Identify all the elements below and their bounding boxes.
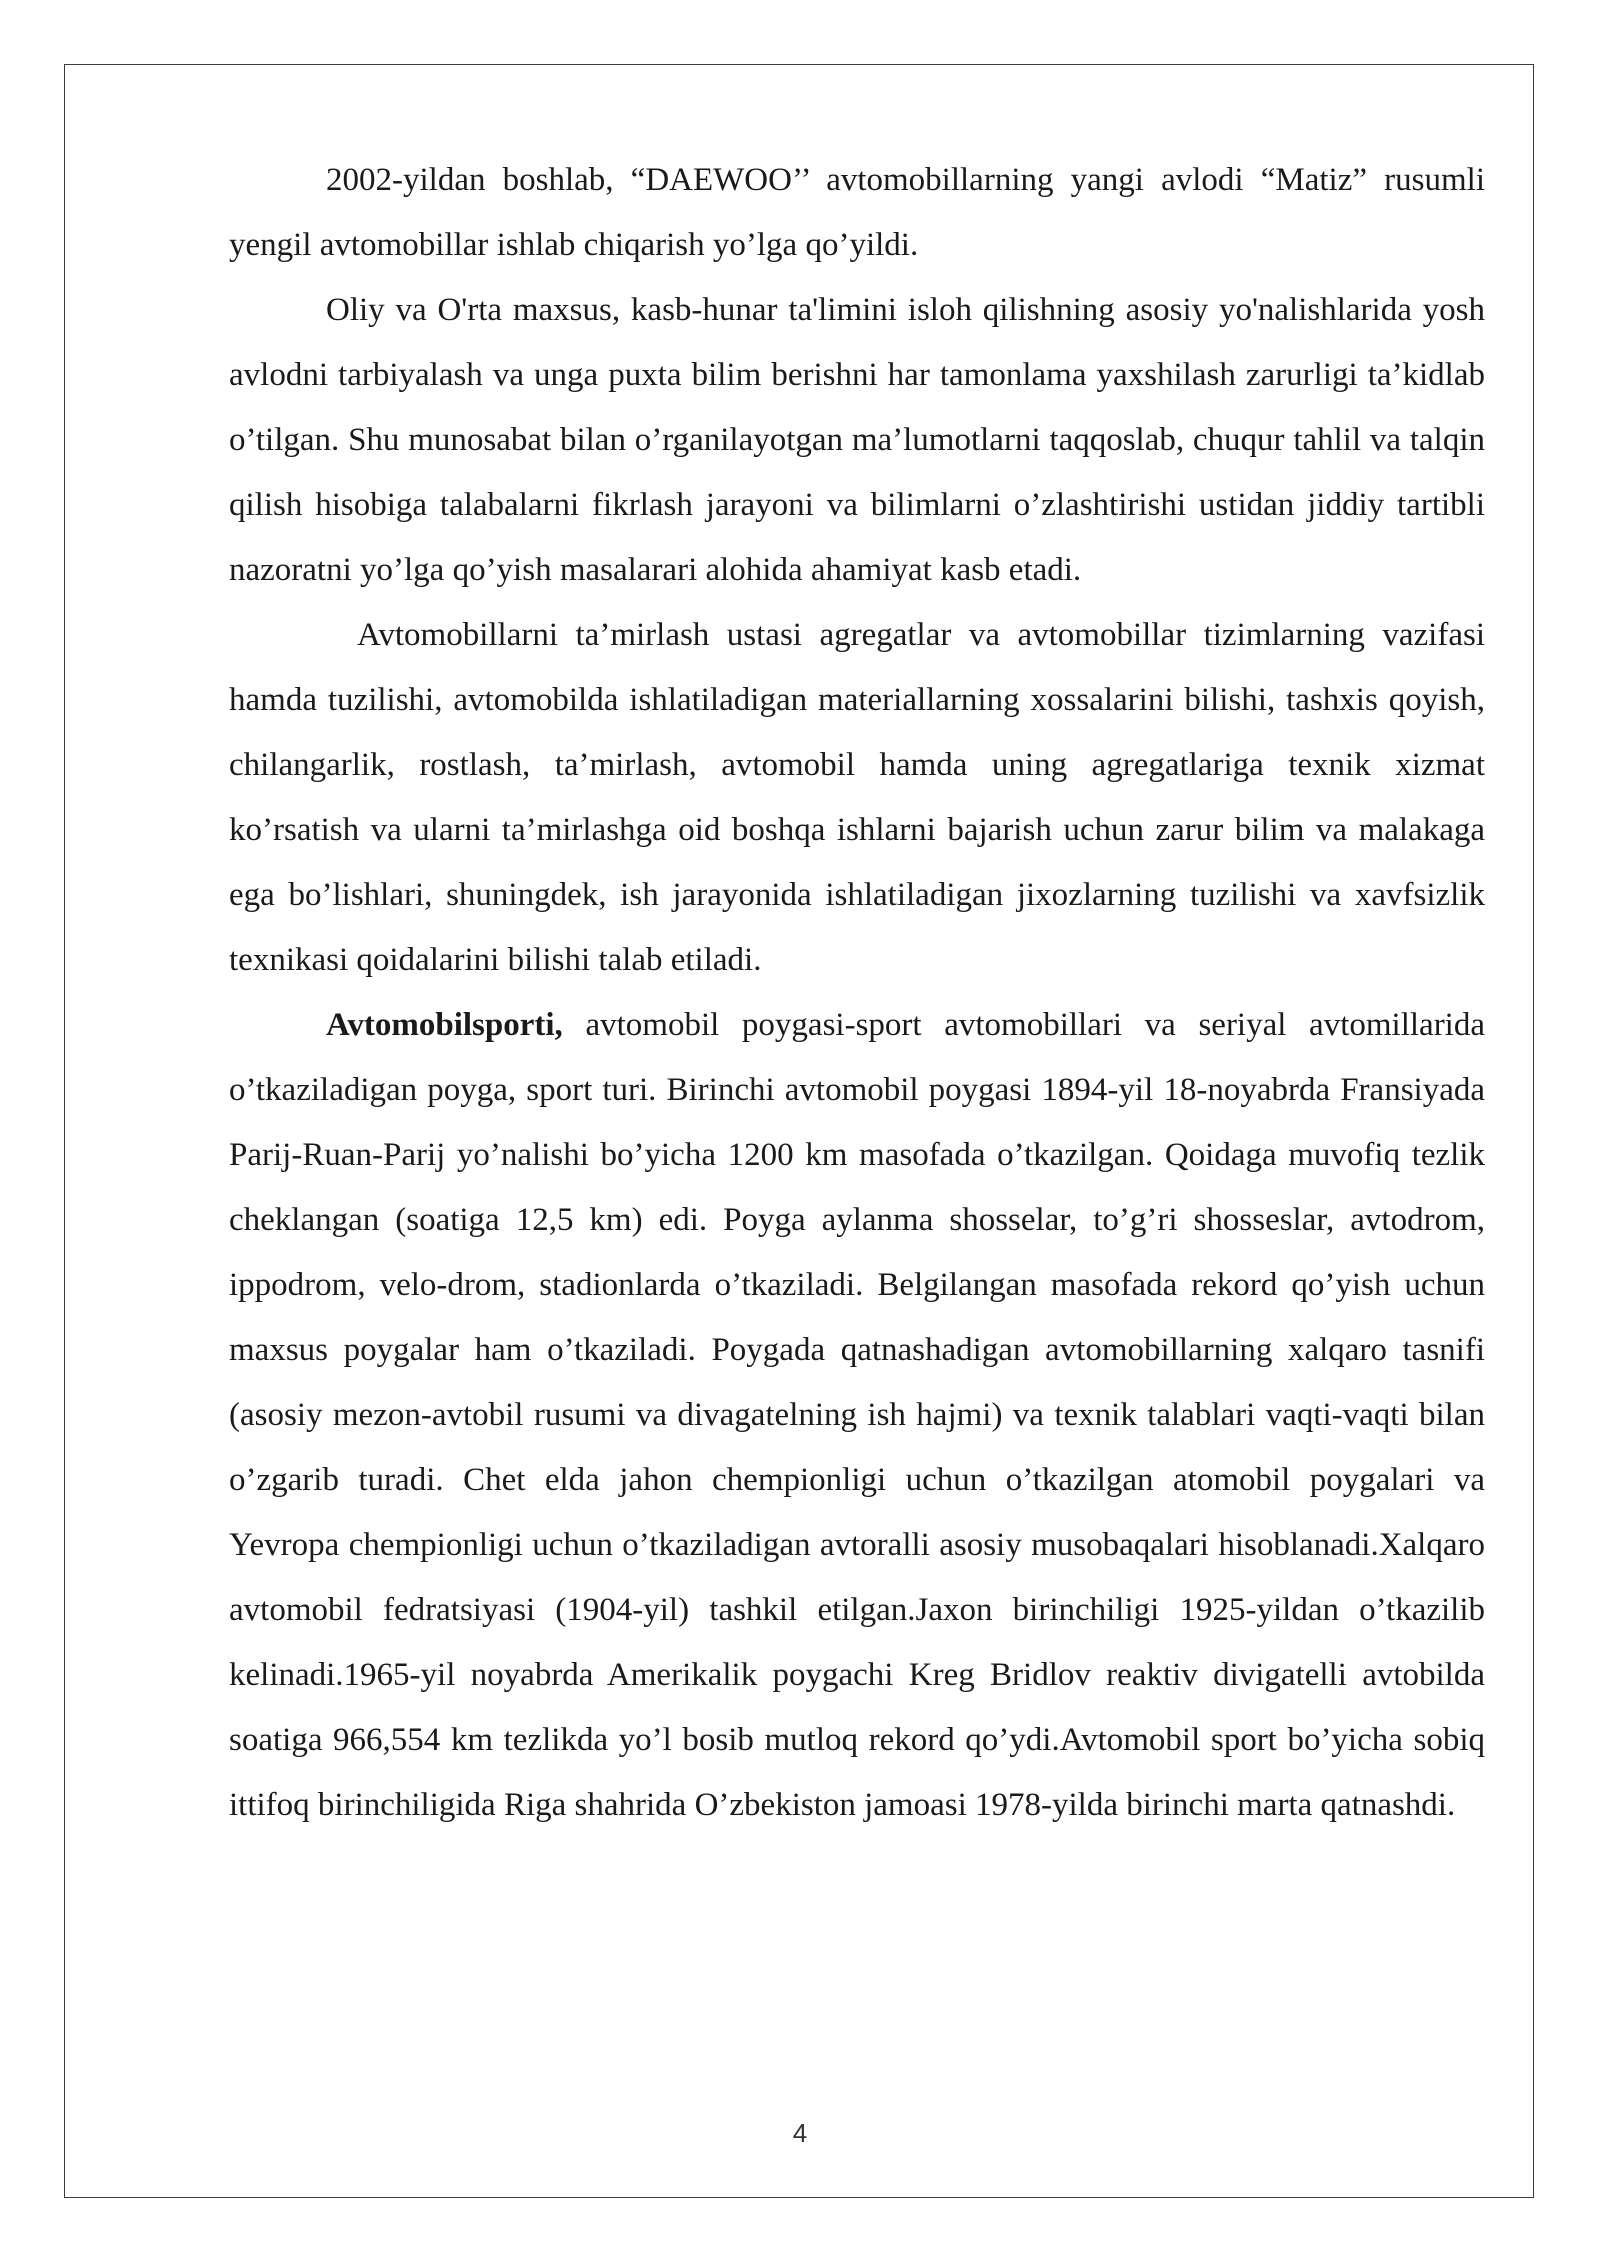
- motorsport-term: Avtomobilsporti,: [326, 1007, 563, 1043]
- document-body: [229, 148, 1485, 1838]
- motorsport-description: avtomobil poygasi-sport avtomobillari va seriyal avtomillarida o’tkaziladigan poyga, sport turi. Birinchi avtomobil poygasi 1894-yil 18-noyabrda Fransiyada Parij-Ruan-Parij yo’nalishi bo’yicha 1200 km masofada o’tkazilgan. Qoidaga muvofiq tezlik cheklangan (soatiga 12,5 km) edi. Poyga aylanma shosselar, to’g’ri shosseslar, avtodrom, ippodrom, velo-drom, stadionlarda o’tkaziladi. Belgilangan masofada rekord qo’yish uchun maxsus poygalar ham o’tkaziladi. Poygada qatnashadigan avtomobillarning xalqaro tasnifi (asosiy mezon-avtobil rusumi va divagatelning ish hajmi) va texnik talablari vaqti-vaqti bilan o’zgarib turadi. Chet elda jahon chempionligi uchun o’tkazilgan atomobil poygalari va Yevropa chempionligi uchun o’tkaziladigan avtoralli asosiy musobaqalari hisoblanadi.Xalqaro avtomobil fedratsiyasi (1904-yil) tashkil etilgan.Jaxon birinchiligi 1925-yildan o’tkazilib kelinadi.1965-yil noyabrda Amerikalik poygachi Kreg Bridlov reaktiv divigatelli avtobilda soatiga 966,554 km tezlikda yo’l bosib mutloq rekord qo’ydi.Avtomobil sport bo’yicha sobiq ittifoq birinchiligida Riga shahrida O’zbekiston jamoasi 1978-yilda birinchi marta qatnashdi.: [229, 1007, 1485, 1823]
- paragraph-repair-master: Avtomobillarni ta’mirlash ustasi agregatlar va avtomobillar tizimlarning vazifasi hamda tuzilishi, avtomobilda ishlatiladigan materiallarning xossalarini bilishi, tashxis qoyish, chilangarlik, rostlash, ta’mirlash, avtomobil hamda uning agregatlariga texnik xizmat ko’rsatish va ularni ta’mirlashga oid boshqa ishlarni bajarish uchun zarur bilim va malakaga ega bo’lishlari, shuningdek, ish jarayonida ishlatiladigan jixozlarning tuzilishi va xavfsizlik texnikasi qoidalarini bilishi talab etiladi.: [229, 617, 1485, 978]
- paragraph-daewoo-matiz: 2002-yildan boshlab, “DAEWOO’’ avtomobillarning yangi avlodi “Matiz” rusumli yengil avtomobillar ishlab chiqarish yo’lga qo’yildi.: [229, 162, 1485, 263]
- page-number: 4: [792, 2118, 808, 2148]
- paragraph-education-reform: Oliy va O'rta maxsus, kasb-hunar ta'limini isloh qilishning asosiy yo'nalishlarida yosh avlodni tarbiyalash va unga puxta bilim berishni har tamonlama yaxshilash zarurligi ta’kidlab o’tilgan. Shu munosabat bilan o’rganilayotgan ma’lumotlarni taqqoslab, chuqur tahlil va talqin qilish hisobiga talabalarni fikrlash jarayoni va bilimlarni o’zlashtirishi ustidan jiddiy tartibli nazoratni yo’lga qo’yish masalarari alohida ahamiyat kasb etadi.: [229, 292, 1485, 588]
- paragraph-motorsport: [229, 993, 1485, 1838]
